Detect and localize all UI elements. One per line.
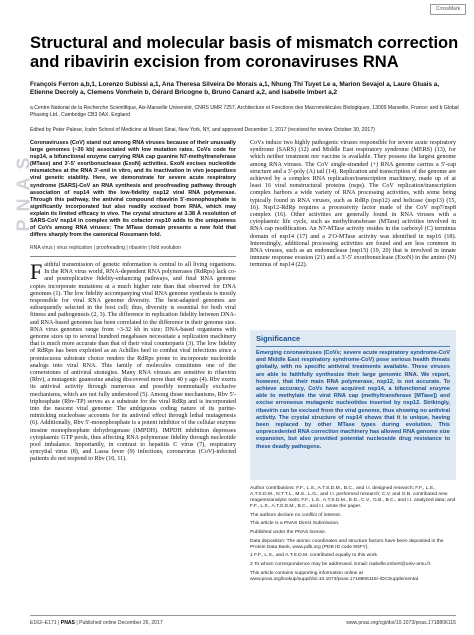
note-conflict: The authors declare no conflict of interest. bbox=[250, 512, 342, 518]
top-bar bbox=[0, 0, 474, 12]
journal-sidebar bbox=[2, 40, 34, 340]
journal-sidebar-label: PNAS bbox=[13, 149, 34, 232]
note-license: Published under the PNAS license. bbox=[250, 530, 327, 536]
page-range: E162–E171 bbox=[30, 620, 57, 626]
affiliations: a Centre National de la Recherche Scientifique, Aix-Marseille Université, CNRS UMR 7257, Architecture et Fonctions des Macromolécules Biologiques, 13009 Marseille, France; and b Global Phasing Ltd., Cambridge CB3 0AX, England bbox=[30, 105, 459, 118]
note-data-deposition: Data deposition: The atomic coordinates and structure factors have been deposited in the Protein Data Bank, www.pdb.org (PDB ID code 5NFY). bbox=[250, 538, 444, 550]
crossmark-logo[interactable]: CrossMark bbox=[430, 4, 466, 15]
doi-link[interactable]: www.pnas.org/cgi/doi/10.1073/pnas.1718806115 bbox=[346, 620, 456, 626]
footer-divider bbox=[30, 615, 456, 616]
abstract: Coronaviruses (CoV) stand out among RNA viruses because of their unusually large genomes (~30 kb) associated with low mutation rates. CoVs code for nsp14, a bifunctional enzyme carrying RNA cap guanine N7-methyltransferase (MTase) and 3′-5′ exoribonuclease (ExoN) activities. ExoN excises nucleotide mismatches at the RNA 3′-end in vitro, and its inactivation in vivo jeopardizes viral genetic stability. Here, we demonstrate for severe acute respiratory syndrome (SARS)-CoV an RNA synthesis and proofreading pathway through association of nsp14 with the low-fidelity nsp12 viral RNA polymerase. Through this pathway, the antiviral compound ribavirin 5′-monophosphate is significantly incorporated but also readily excised from RNA, which may explain its limited efficacy in vivo. The crystal structure at 3.38 Å resolution of SARS-CoV nsp14 in complex with its cofactor nsp10 adds to the uniqueness of CoVs among RNA viruses: The MTase domain presents a new fold that differs sharply from the canonical Rossmann fold. bbox=[30, 140, 236, 239]
footer-journal: PNAS bbox=[60, 620, 75, 626]
body-text-left: aithful transmission of genetic information is central to all living organisms. In the RNA virus world, RNA-dependent RNA polymerases (RdRps) lack co- and postreplicative fidelity-enhancing pathways, and final RNA genome copies incorporate mutations at a much higher rate than that observed for DNA genomes (1). The low fidelity accompanying viral RNA genome synthesis is mostly responsible for viral RNA genome diversity. The best-adapted genomes are subsequently selected in the host cell; thus, diversity is essential for both viral fitness and pathogenesis (2, 3). The difference in replication fidelity between DNA- and RNA-based genomes has been correlated to the difference in their genome size. RNA virus genomes range from ~3-32 kb in size; DNA-based organisms with genome sizes up to several hundred megabases necessitate a replication machinery that is much more accurate than that of their viral counterparts (3). The low fidelity of RdRps has been exploited as an Achilles heel to combat viral infections since a promiscuous substrate choice renders the RdRps prone to incorporate nucleotide analogs into viral RNA. This family of molecules constitutes one of the cornerstones of antiviral strategies. Many RNA viruses are sensitive to ribavirin (Rbv), a mutagenic guanosine analog discovered more than 40 y ago (4). Rbv exerts its antiviral activity through numerous and possibly nonmutually exclusive mechanisms, which are not fully understood (5). Among those mechanisms, Rbv 5′-triphosphate (Rbv-TP) serves as a substrate for the viral RdRp and is incorporated into the nascent viral genome: The ambiguous coding nature of its purine-mimicking nucleobase accounts for its antiviral effect through lethal mutagenesis (6). Additionally, Rbv 5′-monophosphate is a potent inhibitor of the cellular enzyme inosine monophosphate dehydrogenase (IMPDH). IMPDH inhibition depresses cytoplasmic GTP pools, thus affecting RNA polymerase fidelity through nucleotide pool imbalance. Importantly, in contrast to hepatitis C virus (7), respiratory syncytial virus (8), and Lassa fever (9) infections, coronavirus (CoV)-infected patients do not respond to Rbv (10, 11). bbox=[30, 262, 236, 463]
author-list: François Ferron a,b,1, Lorenzo Subissi a,1, Ana Theresa Silveira De Morais a,1, Nhung Thi Tuyet Le a, Marion Sevajol a, Laure Gluais a, Etienne Decroly a, Clemens Vonrhein b, Gérard Bricogne b, Bruno Canard a,2, and Isabelle Imbert a,2 bbox=[30, 81, 440, 96]
significance-divider bbox=[256, 346, 450, 347]
body-column-right: CoVs induce two highly pathogenic viruses responsible for severe acute respiratory syndrome (SARS) (12) and Middle East respiratory syndrome (MERS) (13), for which neither treatment nor vaccine is available. They possess the largest genome among RNA viruses. The CoV single-stranded (+) RNA genome carries a 5′-cap structure and a 3′-poly (A) tail (14). Replication and transcription of the genome are achieved by a complex RNA replication/transcription machinery, made up of at least 16 viral nonstructural proteins (nsps). The CoV replication/transcription complex harbors a wide variety of RNA processing activities, with some being typically found in RNA viruses, such as RdRp (nsp12) and helicase (nsp13) (15, 16). Nsp12-RdRp requires a processivity factor made of the CoV nsp7/nsp8 complex (16). Other activities are generally found in RNA viruses with a cytoplasmic life cycle, such as methyltransferase (MTase) activities involved in RNA cap modification. An N7-MTase activity resides in the carboxyl (C) terminus domain of nsp14 (17) and a 2′O-MTase activity was identified in nsp16 (18). Interestingly, additional processing activities are found and are less common in RNA viruses, such as an endonuclease (nsp15) (19, 20) that is involved in innate immune response evasion (21) and a 3′-5′ exoribonuclease (ExoN) in the amino (N) terminus of nsp14 (22). bbox=[250, 140, 456, 269]
publish-date: Published online December 26, 2017 bbox=[79, 620, 163, 626]
significance-text: Emerging coronaviruses (CoVs; severe acute respiratory syndrome-CoV and Middle East respiratory syndrome-CoV) pose serious health threats globally, with no specific antiviral treatments available. These viruses are able to faithfully synthesize their large genomic RNA. We report, however, that their main RNA polymerase, nsp12, is not accurate. To achieve accuracy, CoVs have acquired nsp14, a bifunctional enzyme able to methylate the viral RNA cap (methyltransferase [MTase]) and excise erroneous mutagenic nucleotides inserted by nsp12. Strikingly, ribavirin can be excised from the viral genome, thus showing no antiviral activity. The crystal structure of nsp14 shows that it is unique, having been replaced by other MTase types during evolution. This unprecedented RNA correction machinery has allowed RNA genome size expansion, but also provided potential nucleoside drug resistance to these deadly pathogens. bbox=[256, 350, 450, 450]
note-equal-contribution: 1 F.F., L.S., and A.T.S.D.M. contributed equally to this work. bbox=[250, 553, 379, 559]
note-submission: This article is a PNAS Direct Submission. bbox=[250, 521, 340, 527]
edited-by: Edited by Peter Palese, Icahn School of Medicine at Mount Sinai, New York, NY, and approved December 1, 2017 (received for review October 30, 2017) bbox=[30, 127, 375, 133]
note-correspondence: 2 To whom correspondence may be addressed. Email: isabelle.imbert@univ-amu.fr. bbox=[250, 561, 432, 567]
body-column-left bbox=[30, 259, 236, 464]
significance-title: Significance bbox=[256, 334, 301, 343]
keywords: RNA virus | virus replication | proofreading | ribavirin | fold evolution bbox=[30, 245, 182, 251]
drop-cap: F bbox=[30, 259, 43, 284]
keywords-divider bbox=[30, 256, 236, 257]
significance-box bbox=[250, 330, 456, 480]
article-notes bbox=[250, 486, 456, 585]
footer-left: E162–E171 | PNAS | Published online December 26, 2017 bbox=[30, 620, 163, 626]
note-contributions: Author contributions: F.F., L.S., A.T.S.D.M., B.C., and I.I. designed research; F.F., L.S., A.T.S.D.M., N.T.T.L., M.S., L.G., and I.I. performed research; C.V. and G.B. contributed new reagents/analytic tools; F.F., L.S., A.T.S.D.M., E.D., C.V., G.B., B.C., and I.I. analyzed data; and F.F., L.S., A.T.S.D.M., B.C., and I.I. wrote the paper. bbox=[250, 486, 456, 510]
article-title: Structural and molecular basis of mismatch correction and ribavirin excision from coronaviruses RNA bbox=[30, 34, 459, 71]
note-supporting-info[interactable]: This article contains supporting information online at www.pnas.org/lookup/suppl/doi:10.1073/pnas.1718806115/-/DCSupplemental. bbox=[250, 570, 420, 582]
